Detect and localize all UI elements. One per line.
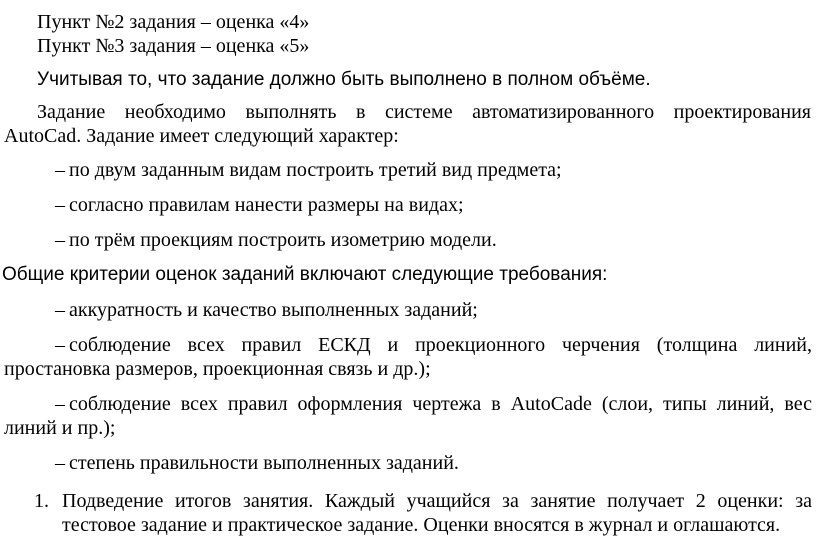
task-item xyxy=(55,228,497,252)
task-item xyxy=(55,158,562,182)
criteria-item-line-2: линий и пр.); xyxy=(4,417,116,439)
criteria-heading: Общие критерии оценок заданий включают следующие требования: xyxy=(2,264,608,285)
task-item-text: по трём проекциям построить изометрию модели. xyxy=(69,229,497,251)
criteria-item-text: соблюдение всех правил ЕСКД и проекционного черчения (толщина линий, xyxy=(69,334,812,356)
summary-line-2: тестовое задание и практическое задание. Оценки вносятся в журнал и оглашаются. xyxy=(62,514,781,536)
criteria-item-line-2: простановка размеров, проекционная связь и др.); xyxy=(4,358,431,380)
criteria-item-text: степень правильности выполненных заданий. xyxy=(69,452,459,474)
grade-line-2: Пункт №3 задания – оценка «5» xyxy=(37,35,310,57)
grade-line-1: Пункт №2 задания – оценка «4» xyxy=(37,11,310,33)
task-item-text: согласно правилам нанести размеры на видах; xyxy=(69,194,464,216)
autocad-paragraph-line-2: AutoCad. Задание имеет следующий характер: xyxy=(4,125,399,147)
dash-marker: – xyxy=(55,299,65,321)
task-item-text: по двум заданным видам построить третий вид предмета; xyxy=(69,159,562,181)
criteria-item xyxy=(55,451,459,475)
summary-number: 1. xyxy=(34,490,49,512)
autocad-paragraph-line-1: Задание необходимо выполнять в системе автоматизированного проектирования xyxy=(37,101,811,123)
criteria-item xyxy=(55,298,478,322)
dash-marker: – xyxy=(55,159,65,181)
criteria-item-text: соблюдение всех правил оформления чертежа в AutoCade (слои, типы линий, вес xyxy=(69,393,812,415)
criteria-item-line-1 xyxy=(55,392,812,416)
full-volume-note: Учитывая то, что задание должно быть выполнено в полном объёме. xyxy=(37,69,651,90)
task-item xyxy=(55,193,464,217)
summary-line-1: Подведение итогов занятия. Каждый учащийся за занятие получает 2 оценки: за xyxy=(62,490,812,512)
criteria-item-line-1 xyxy=(55,333,812,357)
dash-marker: – xyxy=(55,194,65,216)
criteria-item-text: аккуратность и качество выполненных заданий; xyxy=(69,299,478,321)
dash-marker: – xyxy=(55,229,65,251)
dash-marker: – xyxy=(55,452,65,474)
dash-marker: – xyxy=(55,393,65,415)
dash-marker: – xyxy=(55,334,65,356)
